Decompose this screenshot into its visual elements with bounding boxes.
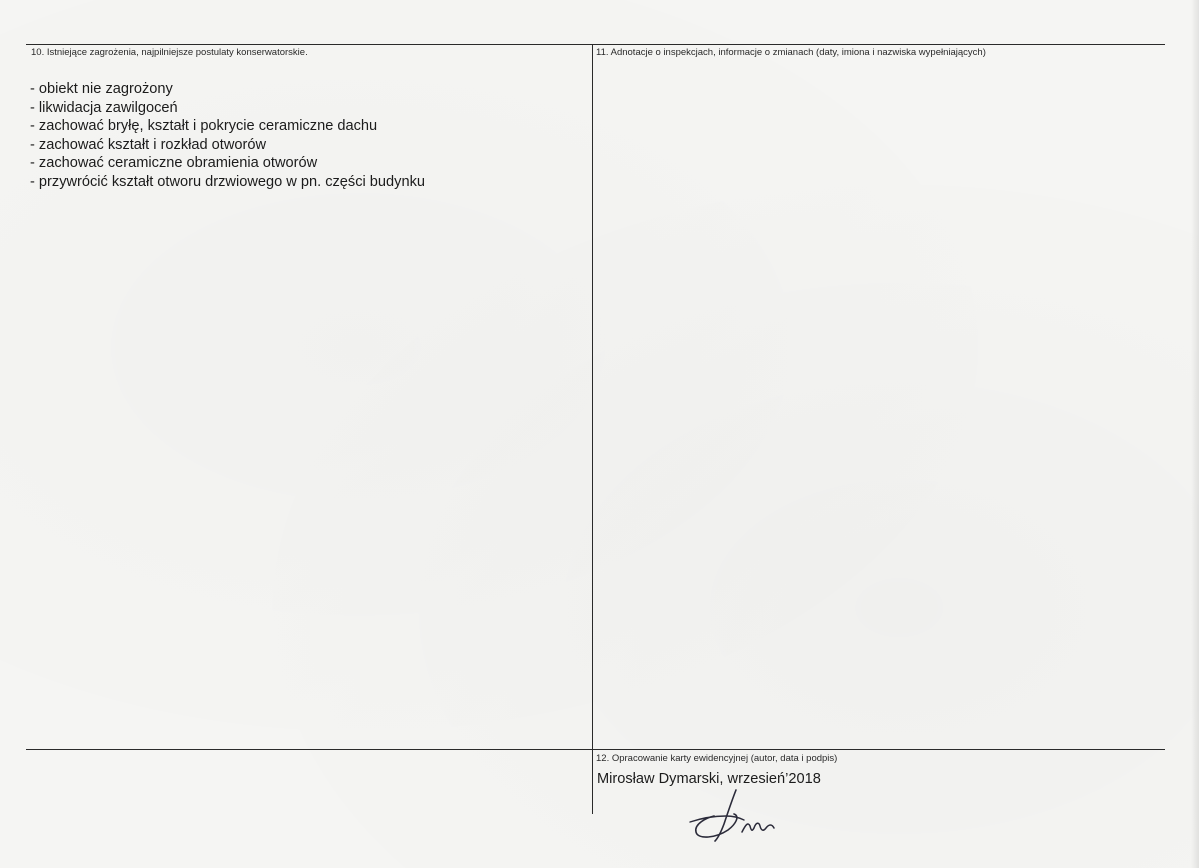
annotations-section-label: 11. Adnotacje o inspekcjach, informacje o zmianach (daty, imiona i nazwiska wypełniających) (596, 47, 986, 58)
scan-edge (1191, 0, 1199, 868)
list-item: - zachować kształt i rozkład otworów (30, 136, 267, 153)
prepared-by-section-label: 12. Opracowanie karty ewidencyjnej (autor, data i podpis) (596, 753, 838, 764)
list-item: - obiekt nie zagrożony (30, 81, 173, 97)
list-item: - przywrócić kształt otworu drzwiowego w pn. części budynku (30, 173, 425, 190)
author-name-date: Mirosław Dymarski, wrzesień’2018 (597, 771, 821, 787)
threats-list (30, 80, 425, 192)
column-divider (592, 44, 593, 814)
list-item: - zachować bryłę, kształt i pokrycie ceramiczne dachu (30, 118, 378, 135)
handwritten-signature (688, 786, 784, 846)
top-rule (26, 44, 1165, 45)
list-item: - zachować ceramiczne obramienia otworów (30, 155, 318, 172)
list-item: - likwidacja zawilgoceń (30, 99, 178, 116)
bottom-rule (26, 749, 1165, 750)
threats-section-label: 10. Istniejące zagrożenia, najpilniejsze postulaty konserwatorskie. (31, 47, 308, 58)
